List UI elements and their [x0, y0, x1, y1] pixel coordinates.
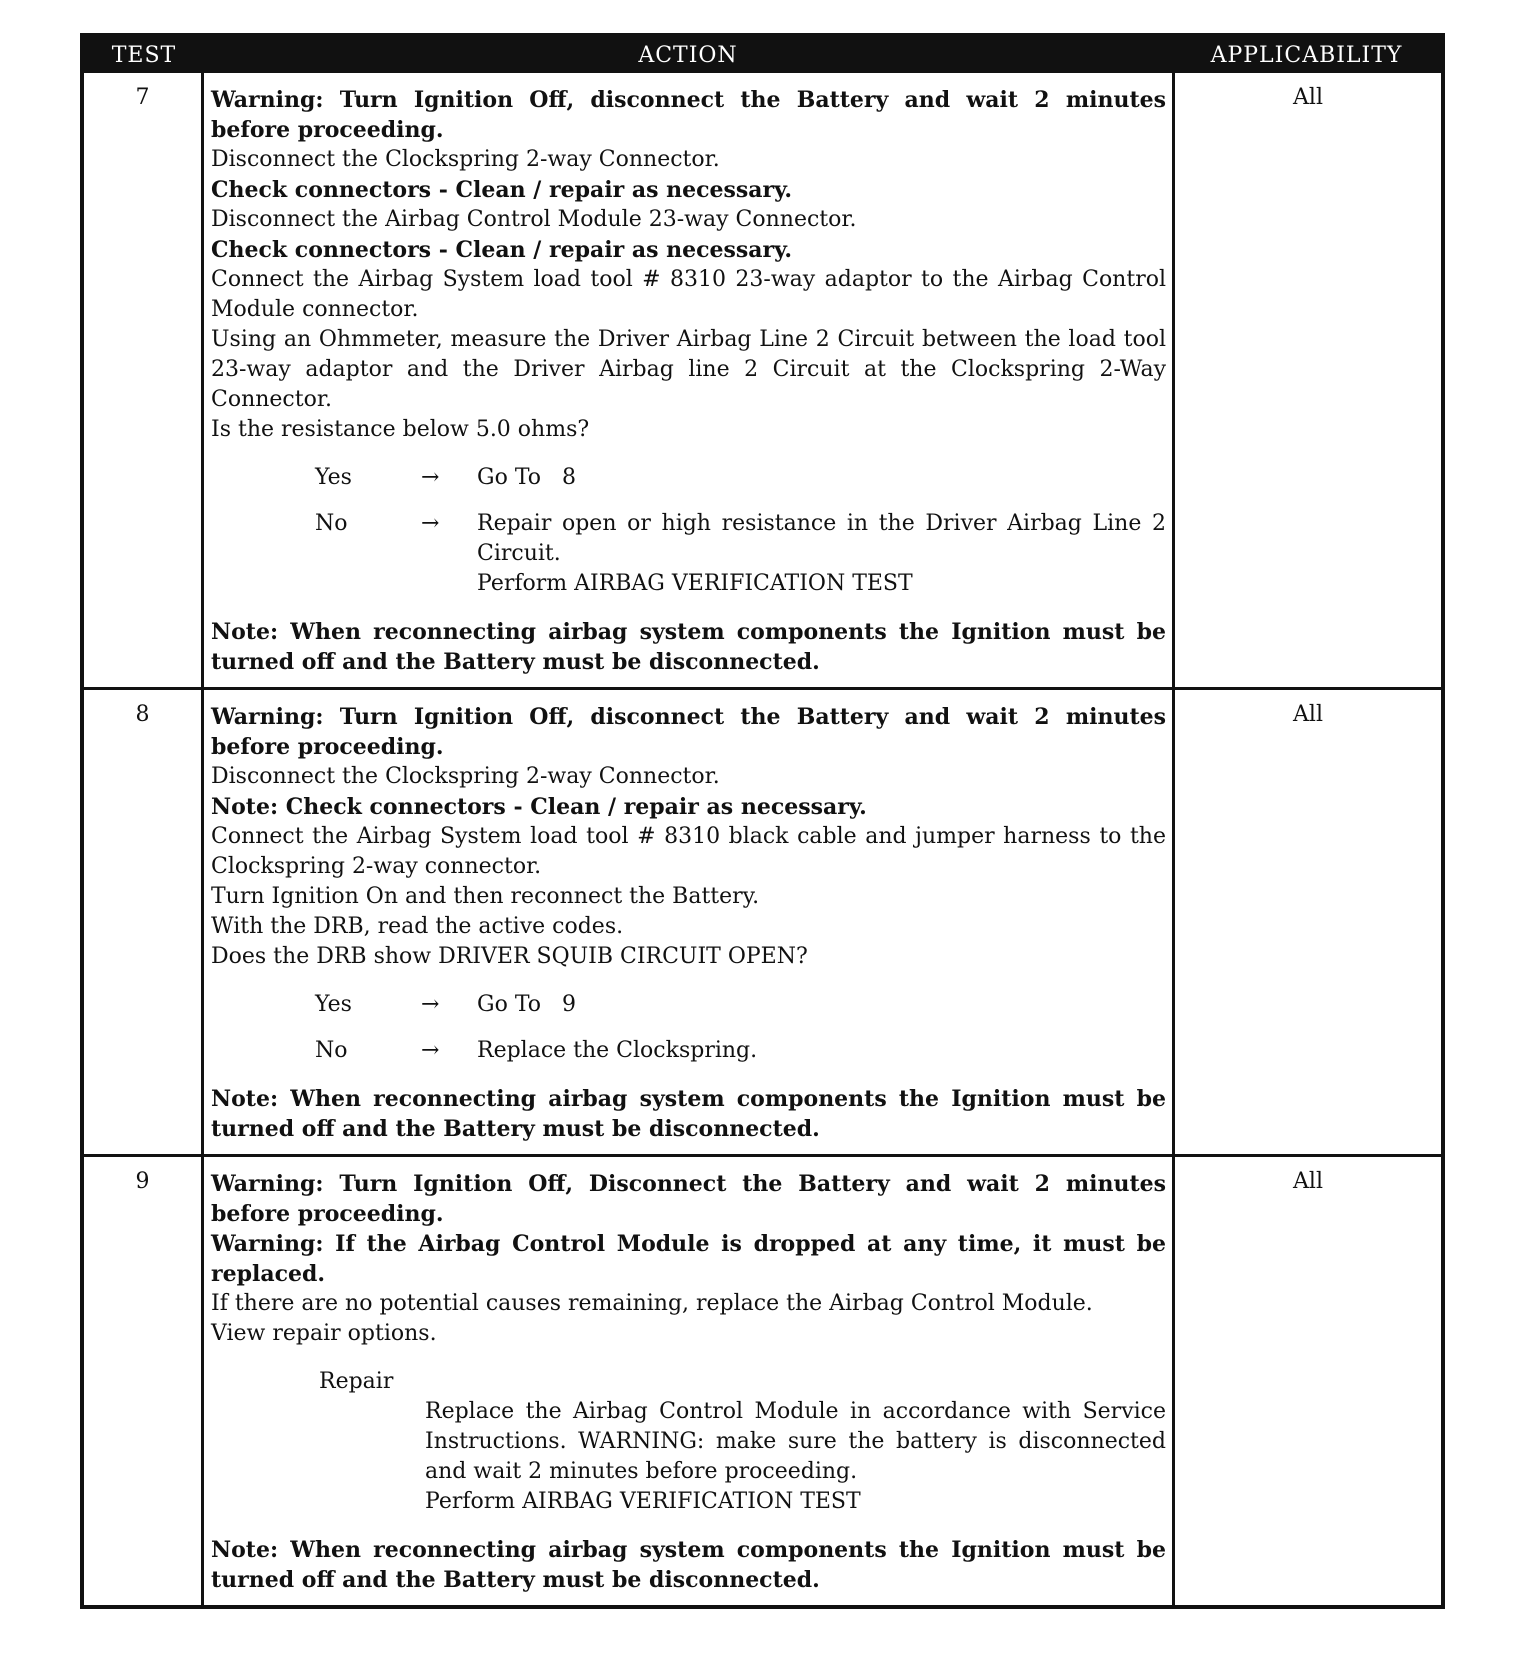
- warning-text: Warning: Turn Ignition Off, Disconnect the Battery and wait 2 minutes before proceeding.: [211, 1171, 1166, 1227]
- repair-verification: Perform AIRBAG VERIFICATION TEST: [425, 1489, 861, 1514]
- applicability-value: All: [1172, 690, 1441, 1154]
- answer-no-label: No: [315, 1038, 348, 1063]
- header-applicability: APPLICABILITY: [1210, 42, 1403, 68]
- answer-yes: [315, 990, 1166, 1020]
- answer-yes-text: Go To 8: [477, 465, 576, 490]
- table-header: [84, 37, 1441, 73]
- answer-no: [315, 1036, 1166, 1066]
- answer-no: [315, 509, 1166, 599]
- answer-no-text-1: Repair open or high resistance in the Driver Airbag Line 2 Circuit.: [477, 511, 1166, 566]
- note-text: Note: When reconnecting airbag system components the Ignition must be turned off and the Battery must be disconnected.: [211, 1537, 1166, 1593]
- step-text: Check connectors - Clean / repair as necessary.: [211, 237, 793, 263]
- step-text: Connect the Airbag System load tool # 8310 black cable and jumper harness to the Clockspring 2-way connector.: [211, 824, 1166, 879]
- warning-text-2: Warning: If the Airbag Control Module is dropped at any time, it must be replaced.: [211, 1231, 1166, 1287]
- step-text: With the DRB, read the active codes.: [211, 914, 624, 939]
- header-test: TEST: [111, 42, 177, 68]
- table-row: [84, 687, 1441, 1154]
- step-text: Note: Check connectors - Clean / repair as necessary.: [211, 794, 867, 820]
- action-cell: [204, 690, 1172, 1154]
- header-action: ACTION: [638, 42, 738, 68]
- answer-yes-label: Yes: [315, 992, 352, 1017]
- step-text: If there are no potential causes remaining, replace the Airbag Control Module.: [211, 1291, 1093, 1316]
- arrow-icon: →: [421, 992, 440, 1017]
- test-number: 7: [84, 73, 204, 687]
- repair-label: Repair: [319, 1369, 394, 1394]
- action-cell: [204, 73, 1172, 687]
- answer-no-label: No: [315, 511, 348, 536]
- answer-yes-label: Yes: [315, 465, 352, 490]
- answer-no-text: [477, 509, 1166, 599]
- step-text: Disconnect the Clockspring 2-way Connector.: [211, 764, 720, 789]
- step-text: View repair options.: [211, 1321, 437, 1346]
- arrow-icon: →: [421, 511, 440, 536]
- step-text: Connect the Airbag System load tool # 8310 23-way adaptor to the Airbag Control Module connector.: [211, 267, 1166, 322]
- repair-text: Replace the Airbag Control Module in accordance with Service Instructions. WARNING: make sure the battery is disconnected and wait 2 minutes before proceeding.: [425, 1399, 1166, 1484]
- warning-text: Warning: Turn Ignition Off, disconnect the Battery and wait 2 minutes before proceeding.: [211, 87, 1166, 143]
- step-text: Using an Ohmmeter, measure the Driver Airbag Line 2 Circuit between the load tool 23-way adaptor and the Driver Airbag line 2 Circuit at the Clockspring 2-Way Connector.: [211, 327, 1166, 412]
- arrow-icon: →: [421, 1038, 440, 1063]
- step-text: Turn Ignition On and then reconnect the Battery.: [211, 884, 760, 909]
- step-text: Disconnect the Airbag Control Module 23-way Connector.: [211, 207, 857, 232]
- note-text: Note: When reconnecting airbag system components the Ignition must be turned off and the Battery must be disconnected.: [211, 1086, 1166, 1142]
- test-number: 9: [84, 1157, 204, 1605]
- question-text: Does the DRB show DRIVER SQUIB CIRCUIT OPEN?: [211, 944, 808, 969]
- applicability-value: All: [1172, 73, 1441, 687]
- answer-no-text: Replace the Clockspring.: [477, 1038, 758, 1063]
- applicability-value: All: [1172, 1157, 1441, 1605]
- table-row: [84, 73, 1441, 687]
- answer-no-text-2: Perform AIRBAG VERIFICATION TEST: [477, 571, 913, 596]
- answer-yes-text: Go To 9: [477, 992, 576, 1017]
- action-cell: [204, 1157, 1172, 1605]
- step-text: Check connectors - Clean / repair as necessary.: [211, 177, 793, 203]
- diagnostic-table: [80, 33, 1445, 1609]
- step-text: Disconnect the Clockspring 2-way Connector.: [211, 147, 720, 172]
- question-text: Is the resistance below 5.0 ohms?: [211, 417, 590, 442]
- note-text: Note: When reconnecting airbag system components the Ignition must be turned off and the Battery must be disconnected.: [211, 619, 1166, 675]
- test-number: 8: [84, 690, 204, 1154]
- arrow-icon: →: [421, 465, 440, 490]
- answer-yes: [315, 463, 1166, 493]
- warning-text: Warning: Turn Ignition Off, disconnect the Battery and wait 2 minutes before proceeding.: [211, 704, 1166, 760]
- table-row: [84, 1154, 1441, 1605]
